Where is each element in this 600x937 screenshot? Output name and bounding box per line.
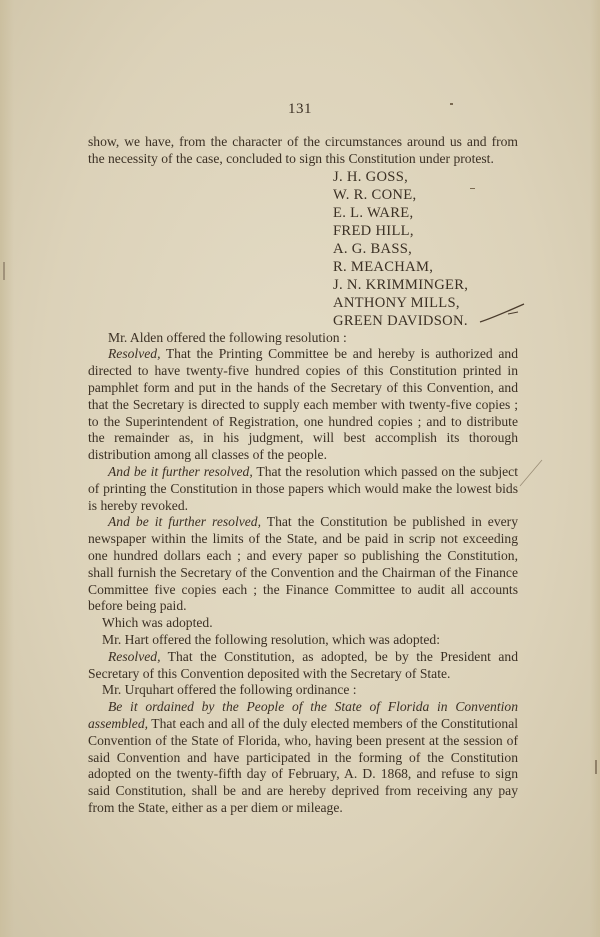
margin-crease: [595, 760, 597, 774]
signatory: FRED HILL,: [333, 222, 414, 239]
resolution-revoke: [88, 464, 518, 514]
page-edge-left: [0, 0, 14, 937]
resolution-lead: Resolved,: [108, 346, 161, 362]
ordinance-paragraph: [88, 699, 518, 817]
body-text: [88, 134, 518, 817]
resolution-publish: [88, 514, 518, 615]
resolution-lead: And be it further resolved,: [108, 463, 253, 479]
resolution-text: That the Constitution be published in every newspaper within the limits of the State, and be paid in scrip not exceeding one hundred dollars each ; and every paper so publishing the Constitution, shall furnish the Secretary of the Convention and the Chairman of the Finance Committee five copies each ; the Finance Committee to audit all accounts before being paid.: [88, 514, 518, 614]
page-number: 131: [288, 101, 312, 117]
pen-flourish-mark: [478, 302, 528, 326]
margin-crease: [3, 262, 5, 280]
ordinance-text: That each and all of the duly elected members of the Constitutional Convention of the State of Florida, who, having been present at the session of said Convention and have participated in the forming of the Constitution adopted on the twenty-fifth day of February, A. D. 1868, and refuse to sign said Constitution, shall be and are hereby deprived from receiving any pay from the State, either as a per diem or mileage.: [88, 715, 518, 815]
resolution-text: That the resolution which passed on the subject of printing the Constitution in those papers which would make the lowest bids is hereby revoked.: [88, 463, 518, 513]
signatory: J. H. GOSS,: [333, 168, 409, 185]
resolution-deposit: [88, 649, 518, 683]
urquhart-intro: Mr. Urquhart offered the following ordinance :: [102, 682, 357, 698]
protest-paragraph: show, we have, from the character of the circumstances around us and from the necessity of the case, concluded to sign this Constitution under protest.: [88, 134, 518, 166]
signatory: ANTHONY MILLS,: [333, 294, 460, 311]
resolution-lead: Resolved,: [108, 648, 161, 664]
resolution-text: That the Constitution, as adopted, be by the President and Secretary of this Convention deposited with the Secretary of State.: [88, 648, 518, 681]
signatory: W. R. CONE,: [333, 186, 417, 203]
ink-speck: [470, 188, 475, 189]
ordinance-lead: Be it ordained by the People of the State of Florida in Convention assembled,: [88, 699, 518, 731]
resolution-text: That the Printing Committee be and hereby is authorized and directed to have twenty-five hundred copies of this Constitution printed in pamphlet form and put in the hands of the Secretary of this Convention, and that the Secretary is directed to supply each member with twenty-five copies ; to the Superintendent of Registration, one hundred copies ; and to distribute the remainder as, in his judgment, will best accomplish its thorough distribution among all classes of the people.: [88, 346, 518, 463]
signatory: GREEN DAVIDSON.: [333, 312, 468, 329]
resolution-lead: And be it further resolved,: [108, 514, 262, 530]
ink-speck: [450, 103, 453, 105]
adopted-note: Which was adopted.: [102, 615, 213, 631]
signatory: E. L. WARE,: [333, 204, 414, 221]
signatory: R. MEACHAM,: [333, 258, 434, 275]
hart-intro: Mr. Hart offered the following resolution, which was adopted:: [102, 631, 441, 647]
signatory: A. G. BASS,: [333, 240, 413, 257]
margin-pencil-mark: [516, 456, 546, 496]
alden-intro: Mr. Alden offered the following resolution :: [108, 329, 347, 345]
resolution-printing: [88, 346, 518, 464]
signatory: J. N. KRIMMINGER,: [333, 276, 469, 293]
page-edge-right: [590, 0, 600, 937]
